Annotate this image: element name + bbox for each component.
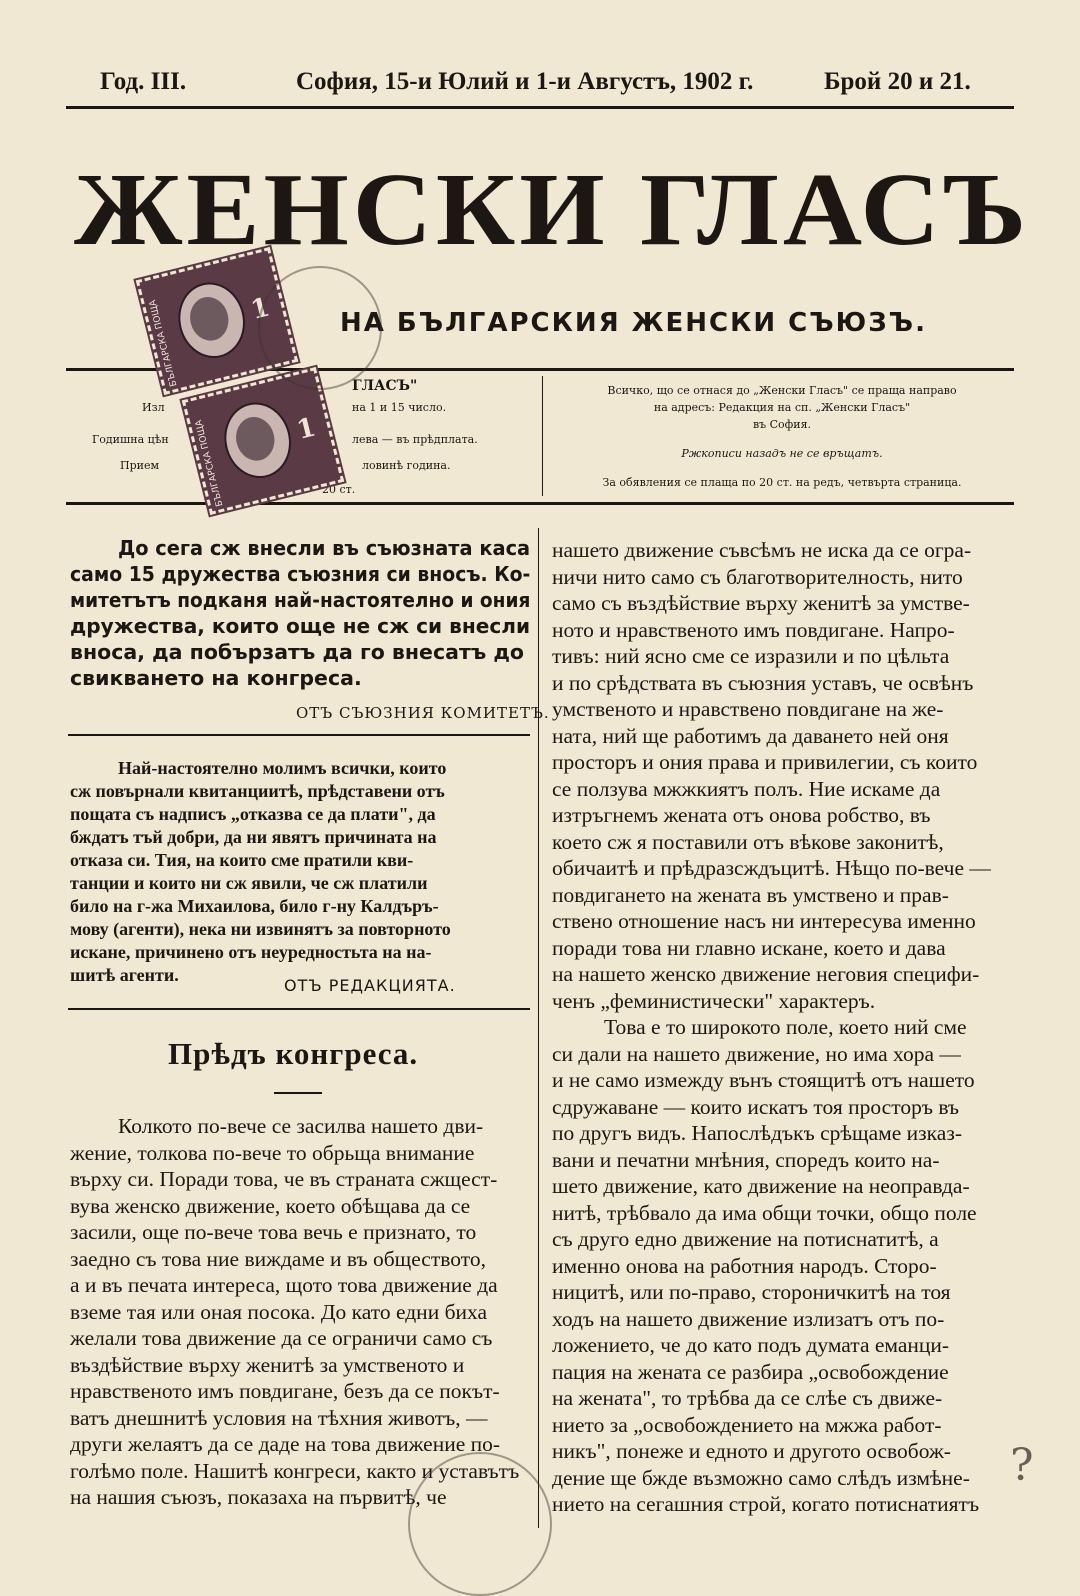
article-line: и по срѣдствата въ съюзния уставъ, че освѣнъ bbox=[552, 670, 974, 695]
committee-signature: ОТЪ СЪЮЗНИЯ КОМИТЕТЪ. bbox=[296, 704, 550, 722]
article-line: си дали на нашето движение, но има хора — bbox=[552, 1041, 961, 1066]
article-line: което сж я поставили отъ вѣкове законитѣ, bbox=[552, 829, 944, 854]
article-line: съ друго едно движение на потиснатитѣ, а bbox=[552, 1227, 939, 1251]
info-line: лева — въ прѣдплата. bbox=[352, 433, 478, 446]
issue-number: Брой 20 и 21. bbox=[824, 68, 971, 95]
stamp-label: БЪЛГАРСКА ПОЩА bbox=[148, 298, 180, 388]
notice-line: свикването на конгреса. bbox=[70, 666, 362, 690]
info-line: Прием bbox=[120, 459, 160, 472]
article-heading: Прѣдъ конгреса. bbox=[168, 1036, 419, 1071]
top-rule bbox=[66, 106, 1014, 109]
article-line: вува женско движение, което обѣщава да се bbox=[70, 1193, 471, 1218]
article-line: повдигането на жената въ умствено и прав- bbox=[552, 882, 949, 907]
notice-line: Най-настоятелно молимъ всички, които bbox=[118, 758, 447, 778]
notice-line: До сега сж внесли въ съюзната каса bbox=[118, 536, 531, 560]
info-line: Годишна цѣн bbox=[92, 433, 169, 446]
article-line: ствено отношение насъ ни интересува именно bbox=[552, 909, 976, 933]
notice-line: искане, причинено отъ неуредностьта на на- bbox=[70, 942, 432, 962]
article-line: ното и нравственото имъ повдигане. Напро- bbox=[552, 617, 955, 642]
article-line: ната, ний ще работимъ да даването ней оня bbox=[552, 723, 949, 748]
article-line: други желаятъ да се даде на това движение по- bbox=[70, 1432, 501, 1456]
article-line: се ползува мжжкиятъ полъ. Ние искаме да bbox=[552, 776, 941, 801]
notice-line: мову (агенти), нека ни извинятъ за повторното bbox=[70, 919, 451, 939]
notice-line: пощата съ надписъ „отказва се да плати", да bbox=[70, 804, 436, 824]
article-line: сдружаване — които искатъ тоя просторъ въ bbox=[552, 1094, 960, 1119]
article-line: на нашия съюзъ, показаха на първитѣ, че bbox=[70, 1485, 447, 1509]
notice-line: само 15 дружества съюзния си вносъ. Ко- bbox=[70, 562, 531, 586]
info-line: на 1 и 15 число. bbox=[352, 401, 447, 414]
article-line: именно онова на работния народъ. Сторо- bbox=[552, 1253, 937, 1278]
notice-line: отказа си. Тия, на които сме пратили кви- bbox=[70, 850, 414, 870]
notice-line: сж повърнали квитанциитѣ, прѣдставени отъ bbox=[70, 781, 445, 801]
article-line: ницитѣ, или по-право, стороничкитѣ на тоя bbox=[552, 1280, 951, 1304]
info-line: Ржкописи назадъ не се връщатъ. bbox=[681, 447, 883, 460]
article-line: въздѣйствие върху женитѣ за умственото и bbox=[70, 1352, 465, 1377]
article-line: само съ въздѣйствие върху женитѣ за умстве- bbox=[552, 591, 970, 615]
article-line: ватъ днешнитѣ условия на тѣхния животъ, — bbox=[70, 1405, 488, 1430]
article-line: нашето движение съвсѣмъ не иска да се огра- bbox=[552, 538, 972, 562]
notice-line: вноса, да побързатъ да го внесатъ до bbox=[70, 640, 525, 664]
article-line: Колкото по-вече се засилва нашето дви- bbox=[118, 1114, 484, 1138]
info-line: Изл bbox=[142, 401, 165, 414]
info-divider bbox=[542, 376, 543, 496]
info-line: на адресъ: Редакция на сп. „Женски Гласъ" bbox=[653, 401, 911, 414]
article-line: умственото и нравствено повдигане на же- bbox=[552, 697, 944, 721]
article-line: Това е то широкото поле, което ний сме bbox=[604, 1015, 967, 1039]
stamp-label: БЪЛГАРСКА ПОЩА bbox=[194, 418, 226, 508]
article-line: голѣмо поле. Нашитѣ конгреси, както и уставътъ bbox=[70, 1458, 520, 1483]
stamp-value: 1 bbox=[293, 412, 319, 446]
article-line: жение, толкова по-вече то обрьща внимание bbox=[70, 1140, 475, 1165]
editorial-signature: ОТЪ РЕДАКЦИЯТА. bbox=[284, 976, 456, 995]
article-line: изтръгнемъ жената отъ онова робство, въ bbox=[552, 803, 931, 827]
column-divider bbox=[538, 528, 539, 1528]
notice-line: бждатъ тъй добри, да ни явятъ причината на bbox=[70, 827, 437, 847]
margin-pencil-mark: ? bbox=[1010, 1440, 1034, 1491]
article-line: вани и печатни мнѣния, споредъ които на- bbox=[552, 1147, 940, 1172]
dateline bbox=[100, 68, 1000, 104]
stamp-value: 1 bbox=[247, 292, 273, 326]
info-line: ГЛАСЪ" bbox=[352, 378, 418, 394]
article-line: на жената", то трѣбва да се слѣе съ движе- bbox=[552, 1386, 943, 1410]
editorial-info bbox=[560, 382, 1004, 491]
article-line: ложението, че до като подъ думата еманци- bbox=[552, 1333, 950, 1357]
heading-ornament bbox=[274, 1092, 322, 1094]
article-line: нитѣ, трѣбвало да има общи точки, общо поле bbox=[552, 1200, 977, 1225]
article-line: ходъ на нашето движение излизатъ отъ по- bbox=[552, 1306, 945, 1331]
postmark-stamp bbox=[408, 1452, 552, 1596]
info-line: 20 ст. bbox=[322, 483, 356, 496]
notice-line: шитѣ агенти. bbox=[70, 965, 179, 985]
article-line: по другъ видъ. Напослѣдъкъ срѣщаме изказ- bbox=[552, 1121, 962, 1145]
article-line: тивъ: ний ясно сме се изразили и по цѣльта bbox=[552, 644, 950, 668]
notice-line: танции и които ни сж явили, че сж платили bbox=[70, 873, 428, 893]
article-line: дение ще бжде възможно само слѣдъ измѣне- bbox=[552, 1465, 970, 1490]
article-line: ченъ „феминистически" характеръ. bbox=[552, 988, 876, 1013]
notice-line: митетътъ подканя най-настоятелно и ония bbox=[70, 588, 531, 612]
article-line: никъ", понеже и едното и другото освобож- bbox=[552, 1439, 951, 1463]
article-line: вземе тая или оная посока. До като едни биха bbox=[70, 1299, 488, 1324]
year-label: Год. III. bbox=[100, 68, 187, 95]
article-line: заедно съ това ние виждаме и въ обществото, bbox=[70, 1246, 486, 1271]
info-line: За обявления се плаща по 20 ст. на редъ, четвърта страница. bbox=[602, 476, 962, 489]
article-line: нието за „освобождението на мжжа работ- bbox=[552, 1412, 942, 1437]
article-line: засили, още по-вече това вечь е признато, то bbox=[70, 1220, 477, 1244]
article-line: върху си. Поради това, че въ страната сжщест- bbox=[70, 1167, 498, 1191]
article-line: ничи нито само съ благотворителность, нито bbox=[552, 564, 963, 589]
article-line: на нашето женско движение неговия специфи- bbox=[552, 962, 980, 986]
article-line: и не само измежду вънъ стоящитѣ отъ нашето bbox=[552, 1068, 975, 1092]
article-line: поради това ни главно искане, което и дава bbox=[552, 935, 946, 960]
postmark-stamp bbox=[258, 266, 382, 390]
masthead-title: ЖЕНСКИ ГЛАСЪ bbox=[74, 150, 1031, 267]
place-date: София, 15-и Юлий и 1-и Августъ, 1902 г. bbox=[296, 68, 754, 95]
article-line: пация на жената се разбира „освобождение bbox=[552, 1359, 949, 1384]
info-line: въ София. bbox=[752, 418, 812, 431]
masthead-subtitle: НА БЪЛГАРСКИЯ ЖЕНСКИ СЪЮЗЪ. bbox=[340, 308, 927, 338]
article-line: желали това движение да се ограничи само съ bbox=[70, 1326, 493, 1350]
article-line: нравственото имъ повдигане, безъ да се покът- bbox=[70, 1379, 500, 1403]
info-line: ловинѣ година. bbox=[362, 459, 451, 472]
info-line: Всичко, що се отнася до „Женски Гласъ" се праща направо bbox=[607, 384, 957, 397]
section-rule bbox=[68, 734, 530, 736]
article-line: шето движение, като движение на неоправда- bbox=[552, 1174, 970, 1198]
article-line: нието на сегашния строй, когато потиснатиятъ bbox=[552, 1492, 980, 1516]
notice-line: било на г-жа Михаилова, било г-ну Калдъръ- bbox=[70, 896, 439, 916]
article-line: обичаитѣ и прѣдразсждъцитѣ. Нѣщо по-вече — bbox=[552, 856, 991, 880]
article-line: а и въ печата интереса, щото това движение да bbox=[70, 1273, 498, 1297]
section-rule bbox=[68, 1008, 530, 1010]
notice-line: дружества, които още не сж си внесли bbox=[70, 614, 531, 638]
article-line: просторъ и ония права и привилегии, съ които bbox=[552, 750, 978, 774]
